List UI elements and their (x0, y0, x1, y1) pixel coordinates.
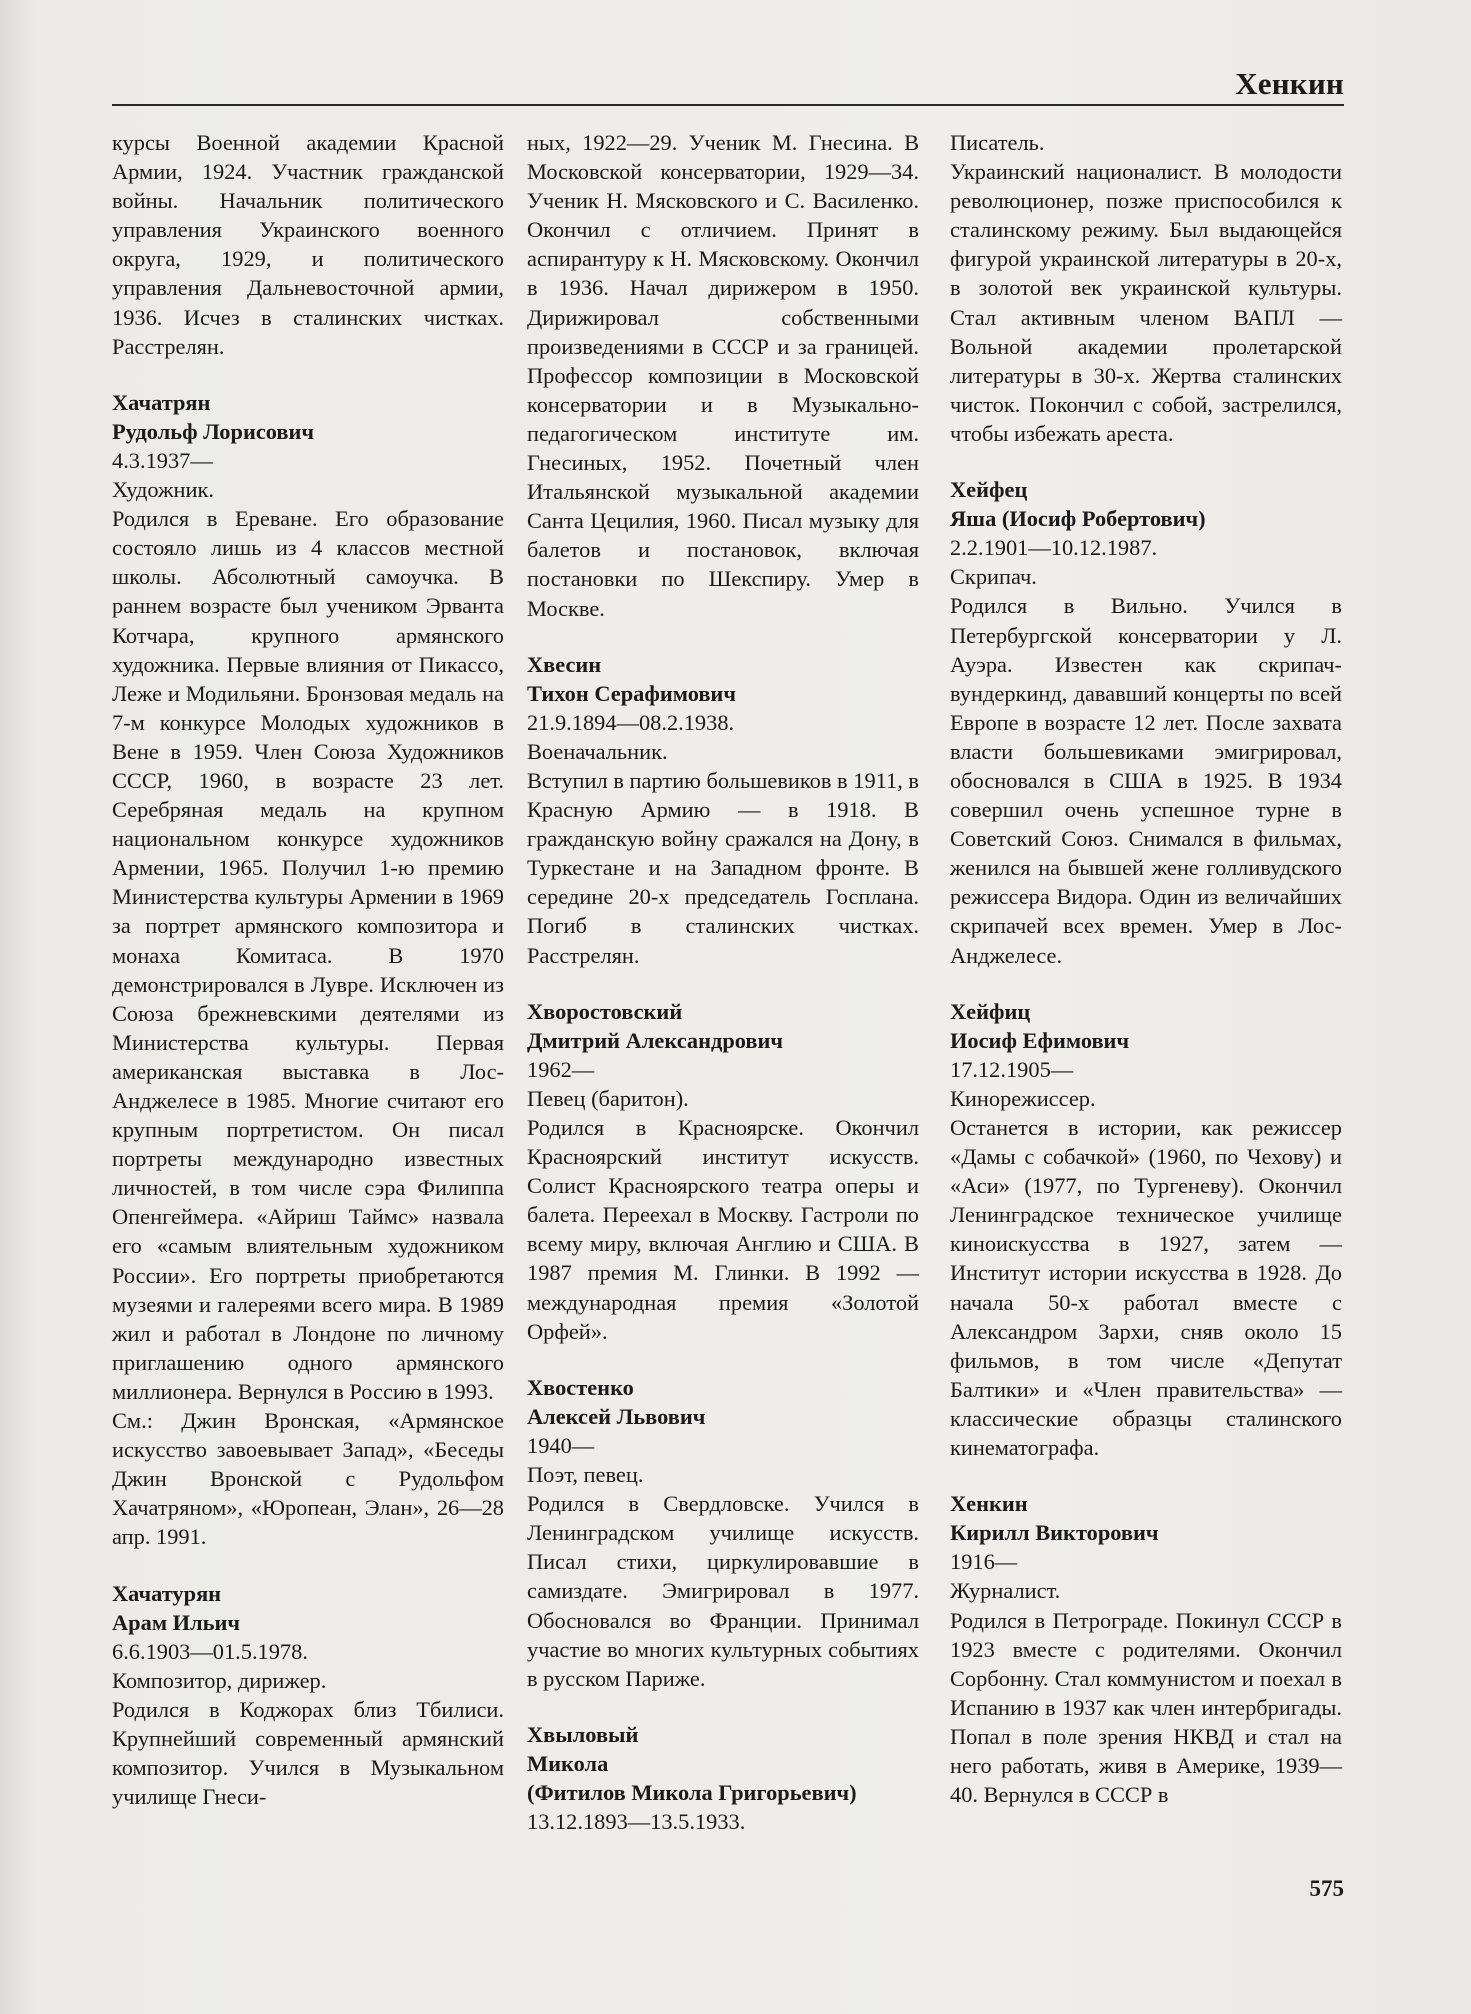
entry-dates: 2.2.1901—10.12.1987. (950, 535, 1158, 561)
entry-name: Микола (527, 1750, 609, 1776)
entry-name: Тихон Серафимович (527, 680, 736, 706)
entry-surname: Хвостенко (527, 1374, 634, 1400)
entry-surname: Хенкин (950, 1491, 1028, 1517)
entry-surname: Хвыловый (527, 1721, 639, 1747)
entry-surname: Хачатурян (112, 1580, 222, 1606)
entry-alias: (Фитилов Микола Григорьевич) (527, 1779, 857, 1805)
entry-dates: 1916— (950, 1549, 1018, 1575)
entry-khvylovy (527, 1720, 919, 1836)
entry-see-also: См.: Джин Вронская, «Армянское искусство завоевывает Запад», «Беседы Джин Вронской с Рудольфом Хачатряном», «Юропеан, Элан», 26—28 апр. 1991. (112, 1408, 504, 1550)
entry-text: Родился в Свердловске. Учился в Ленинградском училище искусств. Писал стихи, циркулировавшие в самиздате. Эмигрировал в 1977. Обосновался во Франции. Принимал участие во многих культурных событиях в русском Париже. (527, 1491, 919, 1691)
entry-kheifits (950, 997, 1342, 1463)
entry-dates: 4.3.1937— (112, 447, 213, 473)
entry-surname: Хачатрян (112, 389, 211, 415)
entry-role: Певец (баритон). (527, 1085, 689, 1111)
entry-khachaturyan (112, 1579, 504, 1812)
page-number: 575 (1309, 1876, 1344, 1901)
entry-heifetz (950, 475, 1342, 970)
column-2 (527, 128, 919, 1863)
entry-name: Иосиф Ефимович (950, 1027, 1130, 1053)
entry-continuation (950, 128, 1342, 448)
entry-dates: 6.6.1903—01.5.1978. (112, 1638, 308, 1664)
running-head: Хенкин (1235, 66, 1344, 101)
entry-role: Художник. (112, 477, 214, 503)
entry-role: Военачальник. (527, 738, 668, 764)
entry-surname: Хейфец (950, 477, 1028, 503)
entry-text: Родился в Красноярске. Окончил Красноярский институт искусств. Солист Красноярского театра оперы и балета. Переехал в Москву. Гастроли по всему миру, включая Англию и США. В 1987 премия М. Глинки. В 1992 — международная премия «Золотой Орфей». (527, 1115, 919, 1344)
entry-khvesin (527, 650, 919, 970)
entry-text: Останется в истории, как режиссер «Дамы с собачкой» (1960, по Чехову) и «Аси» (1977, по Тургеневу). Окончил Ленинградское техническое училище киноискусства в 1927, затем — Институт истории искусства в 1928. До начала 50-х работал вместе с Александром Зархи, сняв около 15 фильмов, в том числе «Депутат Балтики» и «Член правительства» — классические образцы сталинского кинематографа. (950, 1115, 1342, 1461)
entry-surname: Хейфиц (950, 998, 1031, 1024)
entry-name: Алексей Львович (527, 1403, 706, 1429)
entry-role: Поэт, певец. (527, 1462, 644, 1488)
entry-text: ных, 1922—29. Ученик М. Гнесина. В Московской консерватории, 1929—34. Ученик Н. Мясковского и С. Василенко. Окончил с отличием. Принят в аспирантуру к Н. Мясковскому. Окончил в 1936. Начал дирижером в 1950. Дирижировал собственными произведениями в СССР и за границей. Профессор композиции в Московской консерватории и в Музыкально-педагогическом институте им. Гнесиных, 1952. Почетный член Итальянской музыкальной академии Санта Цецилия, 1960. Писал музыку для балетов и постановок, включая постановки по Шекспиру. Умер в Москве. (527, 130, 919, 621)
entry-dates: 1962— (527, 1056, 595, 1082)
entry-role: Журналист. (950, 1578, 1061, 1604)
entry-text: Родился в Ереване. Его образование состояло лишь из 4 классов местной школы. Абсолютный самоучка. В раннем возрасте был учеником Эрванта Котчара, крупного армянского художника. Первые влияния от Пикассо, Леже и Модильяни. Бронзовая медаль на 7-м конкурсе Молодых художников в Вене в 1959. Член Союза Художников СССР, 1960, в возрасте 23 лет. Серебряная медаль на крупном национальном конкурсе художников Армении, 1965. Получил 1-ю премию Министерства культуры Армении в 1969 за портрет армянского композитора и монаха Комитаса. В 1970 демонстрировался в Лувре. Исключен из Союза брежневскими деятелями из Министерства культуры. Первая американская выставка в Лос-Анджелесе в 1985. Многие считают его крупным портретистом. Он писал портреты международно известных личностей, в том числе сэра Филиппа Опенгеймера. «Айриш Таймс» назвала его «самым влиятельным художником России». Его портреты приобретаются музеями и галереями всего мира. В 1989 жил и работал в Лондоне по личному приглашению одного армянского миллионера. Вернулся в Россию в 1993. (112, 506, 504, 1404)
entry-khvorostovsky (527, 997, 919, 1346)
entry-khenkin (950, 1489, 1342, 1809)
entry-role: Писатель. (950, 130, 1045, 155)
entry-dates: 13.12.1893—13.5.1933. (527, 1809, 746, 1835)
entry-name: Яша (Иосиф Робертович) (950, 506, 1206, 532)
entry-khvostenko (527, 1373, 919, 1693)
entry-continuation (527, 128, 919, 623)
entry-dates: 21.9.1894—08.2.1938. (527, 709, 735, 735)
entry-name: Кирилл Викторович (950, 1520, 1159, 1546)
entry-text: Родился в Вильно. Учился в Петербургской консерватории у Л. Ауэра. Известен как скрипач-вундеркинд, дававший концерты по всей Европе в возрасте 12 лет. После захвата власти большевиками эмигрировал, обосновался в США в 1925. В 1934 совершил очень успешное турне в Советский Союз. Снимался в фильмах, женился на бывшей жене голливудского режиссера Видора. Один из величайших скрипачей всех времен. Умер в Лос-Анджелесе. (950, 593, 1342, 968)
entry-khachatryan (112, 388, 504, 1552)
entry-dates: 17.12.1905— (950, 1056, 1074, 1082)
entry-dates: 1940— (527, 1432, 595, 1458)
header-rule (112, 104, 1344, 106)
entry-role: Композитор, дирижер. (112, 1667, 327, 1693)
entry-role: Кинорежиссер. (950, 1085, 1096, 1111)
entry-text: Родился в Коджорах близ Тбилиси. Крупнейший современный армянский композитор. Учился в Музыкальном училище Гнеси- (112, 1696, 504, 1810)
column-1 (112, 128, 504, 1838)
column-3 (950, 128, 1342, 1836)
entry-name: Арам Ильич (112, 1609, 241, 1635)
entry-text: Вступил в партию большевиков в 1911, в Красную Армию — в 1918. В гражданскую войну сражался на Дону, в Туркестане и на Западном фронте. В середине 20-х председатель Госплана. Погиб в сталинских чистках. Расстрелян. (527, 767, 919, 968)
entry-surname: Хворостовский (527, 998, 683, 1024)
entry-text: Родился в Петрограде. Покинул СССР в 1923 вместе с родителями. Окончил Сорбонну. Стал коммунистом и поехал в Испанию в 1937 как член интербригады. Попал в поле зрения НКВД и стал на него работать, живя в Америке, 1939—40. Вернулся в СССР в (950, 1607, 1342, 1808)
entry-name: Рудольф Лорисович (112, 418, 315, 444)
entry-surname: Хвесин (527, 651, 602, 677)
entry-name: Дмитрий Александрович (527, 1027, 784, 1053)
entry-continuation (112, 128, 504, 361)
entry-text: курсы Военной академии Красной Армии, 1924. Участник гражданской войны. Начальник политического управления Украинского военного округа, 1929, и политического управления Дальневосточной армии, 1936. Исчез в сталинских чистках. Расстрелян. (112, 130, 504, 359)
entry-role: Скрипач. (950, 564, 1037, 590)
entry-text: Украинский националист. В молодости революционер, позже приспособился к сталинскому режиму. Был выдающейся фигурой украинской литературы в 20-х, в золотой век украинской культуры. Стал активным членом ВАПЛ — Вольной академии пролетарской литературы в 30-х. Жертва сталинских чисток. Покончил с собой, застрелился, чтобы избежать ареста. (950, 159, 1342, 446)
